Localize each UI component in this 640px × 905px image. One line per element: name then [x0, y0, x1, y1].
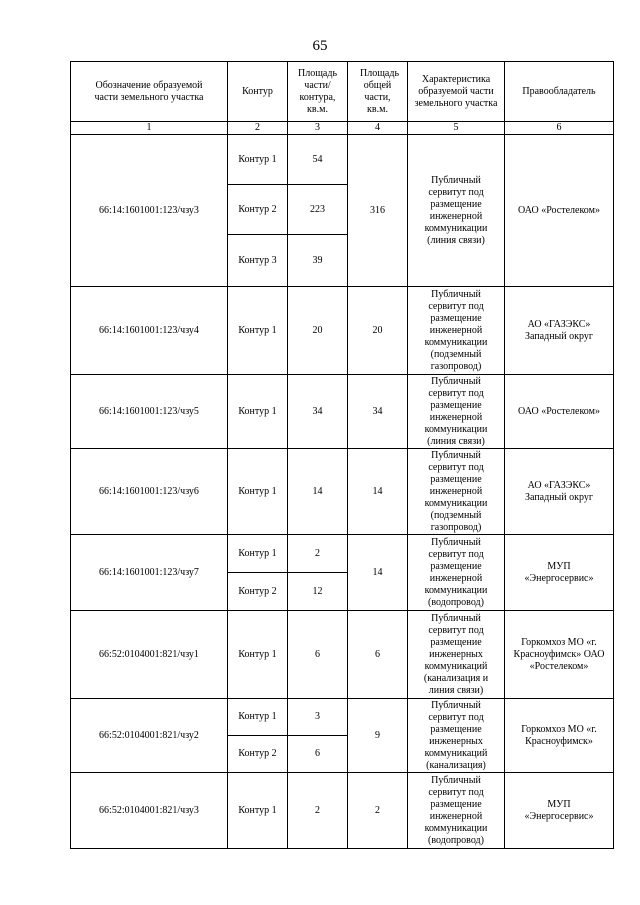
designation-cell: 66:52:0104001:821/чзу3: [71, 773, 228, 849]
contour-cell: Контур 2: [228, 736, 288, 773]
header-total-area: Площадь общей части, кв.м.: [348, 62, 408, 122]
contour-area-cell: 223: [288, 185, 348, 235]
contour-cell: Контур 1: [228, 699, 288, 736]
total-area-cell: 316: [348, 135, 408, 287]
contour-area-cell: 14: [288, 449, 348, 535]
characteristic-cell: Публичный сервитут под размещение инженерной коммуникации (водопровод): [408, 773, 505, 849]
contour-cell: Контур 2: [228, 185, 288, 235]
total-area-cell: 14: [348, 449, 408, 535]
owner-cell: Горкомхоз МО «г. Красноуфимск»: [505, 699, 614, 773]
header-characteristic: Характеристика образуемой части земельного участка: [408, 62, 505, 122]
characteristic-cell: Публичный сервитут под размещение инженерной коммуникации (водопровод): [408, 535, 505, 611]
column-number: 3: [288, 122, 348, 135]
column-number: 5: [408, 122, 505, 135]
contour-cell: Контур 2: [228, 573, 288, 611]
owner-cell: АО «ГАЗЭКС» Западный округ: [505, 449, 614, 535]
total-area-cell: 14: [348, 535, 408, 611]
contour-area-cell: 6: [288, 736, 348, 773]
designation-cell: 66:52:0104001:821/чзу2: [71, 699, 228, 773]
header-contour: Контур: [228, 62, 288, 122]
designation-cell: 66:14:1601001:123/чзу5: [71, 375, 228, 449]
page-number: 65: [312, 38, 328, 54]
table-row: [71, 773, 614, 849]
contour-cell: Контур 1: [228, 773, 288, 849]
column-number: 6: [505, 122, 614, 135]
contour-cell: Контур 1: [228, 375, 288, 449]
characteristic-cell: Публичный сервитут под размещение инженерных коммуникаций (канализация): [408, 699, 505, 773]
column-number: 1: [71, 122, 228, 135]
table-row: [71, 287, 614, 375]
designation-cell: 66:14:1601001:123/чзу7: [71, 535, 228, 611]
owner-cell: Горкомхоз МО «г. Красноуфимск» ОАО «Ростелеком»: [505, 611, 614, 699]
owner-cell: МУП «Энергосервис»: [505, 535, 614, 611]
characteristic-cell: Публичный сервитут под размещение инженерной коммуникации (линия связи): [408, 375, 505, 449]
table-row: [71, 375, 614, 449]
table-row: [71, 135, 614, 185]
contour-cell: Контур 1: [228, 611, 288, 699]
total-area-cell: 9: [348, 699, 408, 773]
contour-cell: Контур 1: [228, 287, 288, 375]
contour-cell: Контур 1: [228, 449, 288, 535]
column-number-row: [71, 122, 614, 135]
contour-area-cell: 3: [288, 699, 348, 736]
total-area-cell: 2: [348, 773, 408, 849]
table-row: [71, 611, 614, 699]
designation-cell: 66:52:0104001:821/чзу1: [71, 611, 228, 699]
total-area-cell: 20: [348, 287, 408, 375]
contour-area-cell: 6: [288, 611, 348, 699]
table-row: [71, 535, 614, 573]
header-designation: Обозначение образуемой части земельного участка: [71, 62, 228, 122]
contour-area-cell: 2: [288, 535, 348, 573]
characteristic-cell: Публичный сервитут под размещение инженерной коммуникации (линия связи): [408, 135, 505, 287]
header-owner: Правообладатель: [505, 62, 614, 122]
contour-cell: Контур 1: [228, 135, 288, 185]
owner-cell: ОАО «Ростелеком»: [505, 135, 614, 287]
total-area-cell: 6: [348, 611, 408, 699]
contour-area-cell: 12: [288, 573, 348, 611]
easement-table: [70, 61, 614, 849]
designation-cell: 66:14:1601001:123/чзу6: [71, 449, 228, 535]
contour-cell: Контур 1: [228, 535, 288, 573]
table-row: [71, 699, 614, 736]
total-area-cell: 34: [348, 375, 408, 449]
characteristic-cell: Публичный сервитут под размещение инженерной коммуникации (подземный газопровод): [408, 287, 505, 375]
contour-area-cell: 2: [288, 773, 348, 849]
header-row: [71, 62, 614, 122]
owner-cell: ОАО «Ростелеком»: [505, 375, 614, 449]
owner-cell: АО «ГАЗЭКС» Западный округ: [505, 287, 614, 375]
owner-cell: МУП «Энергосервис»: [505, 773, 614, 849]
designation-cell: 66:14:1601001:123/чзу3: [71, 135, 228, 287]
contour-area-cell: 34: [288, 375, 348, 449]
contour-area-cell: 20: [288, 287, 348, 375]
characteristic-cell: Публичный сервитут под размещение инженерной коммуникации (подземный газопровод): [408, 449, 505, 535]
designation-cell: 66:14:1601001:123/чзу4: [71, 287, 228, 375]
table-row: [71, 449, 614, 535]
header-contour-area: Площадь части/ контура, кв.м.: [288, 62, 348, 122]
column-number: 4: [348, 122, 408, 135]
column-number: 2: [228, 122, 288, 135]
contour-cell: Контур 3: [228, 235, 288, 287]
contour-area-cell: 39: [288, 235, 348, 287]
characteristic-cell: Публичный сервитут под размещение инженерных коммуникаций (канализация и линия связи): [408, 611, 505, 699]
contour-area-cell: 54: [288, 135, 348, 185]
